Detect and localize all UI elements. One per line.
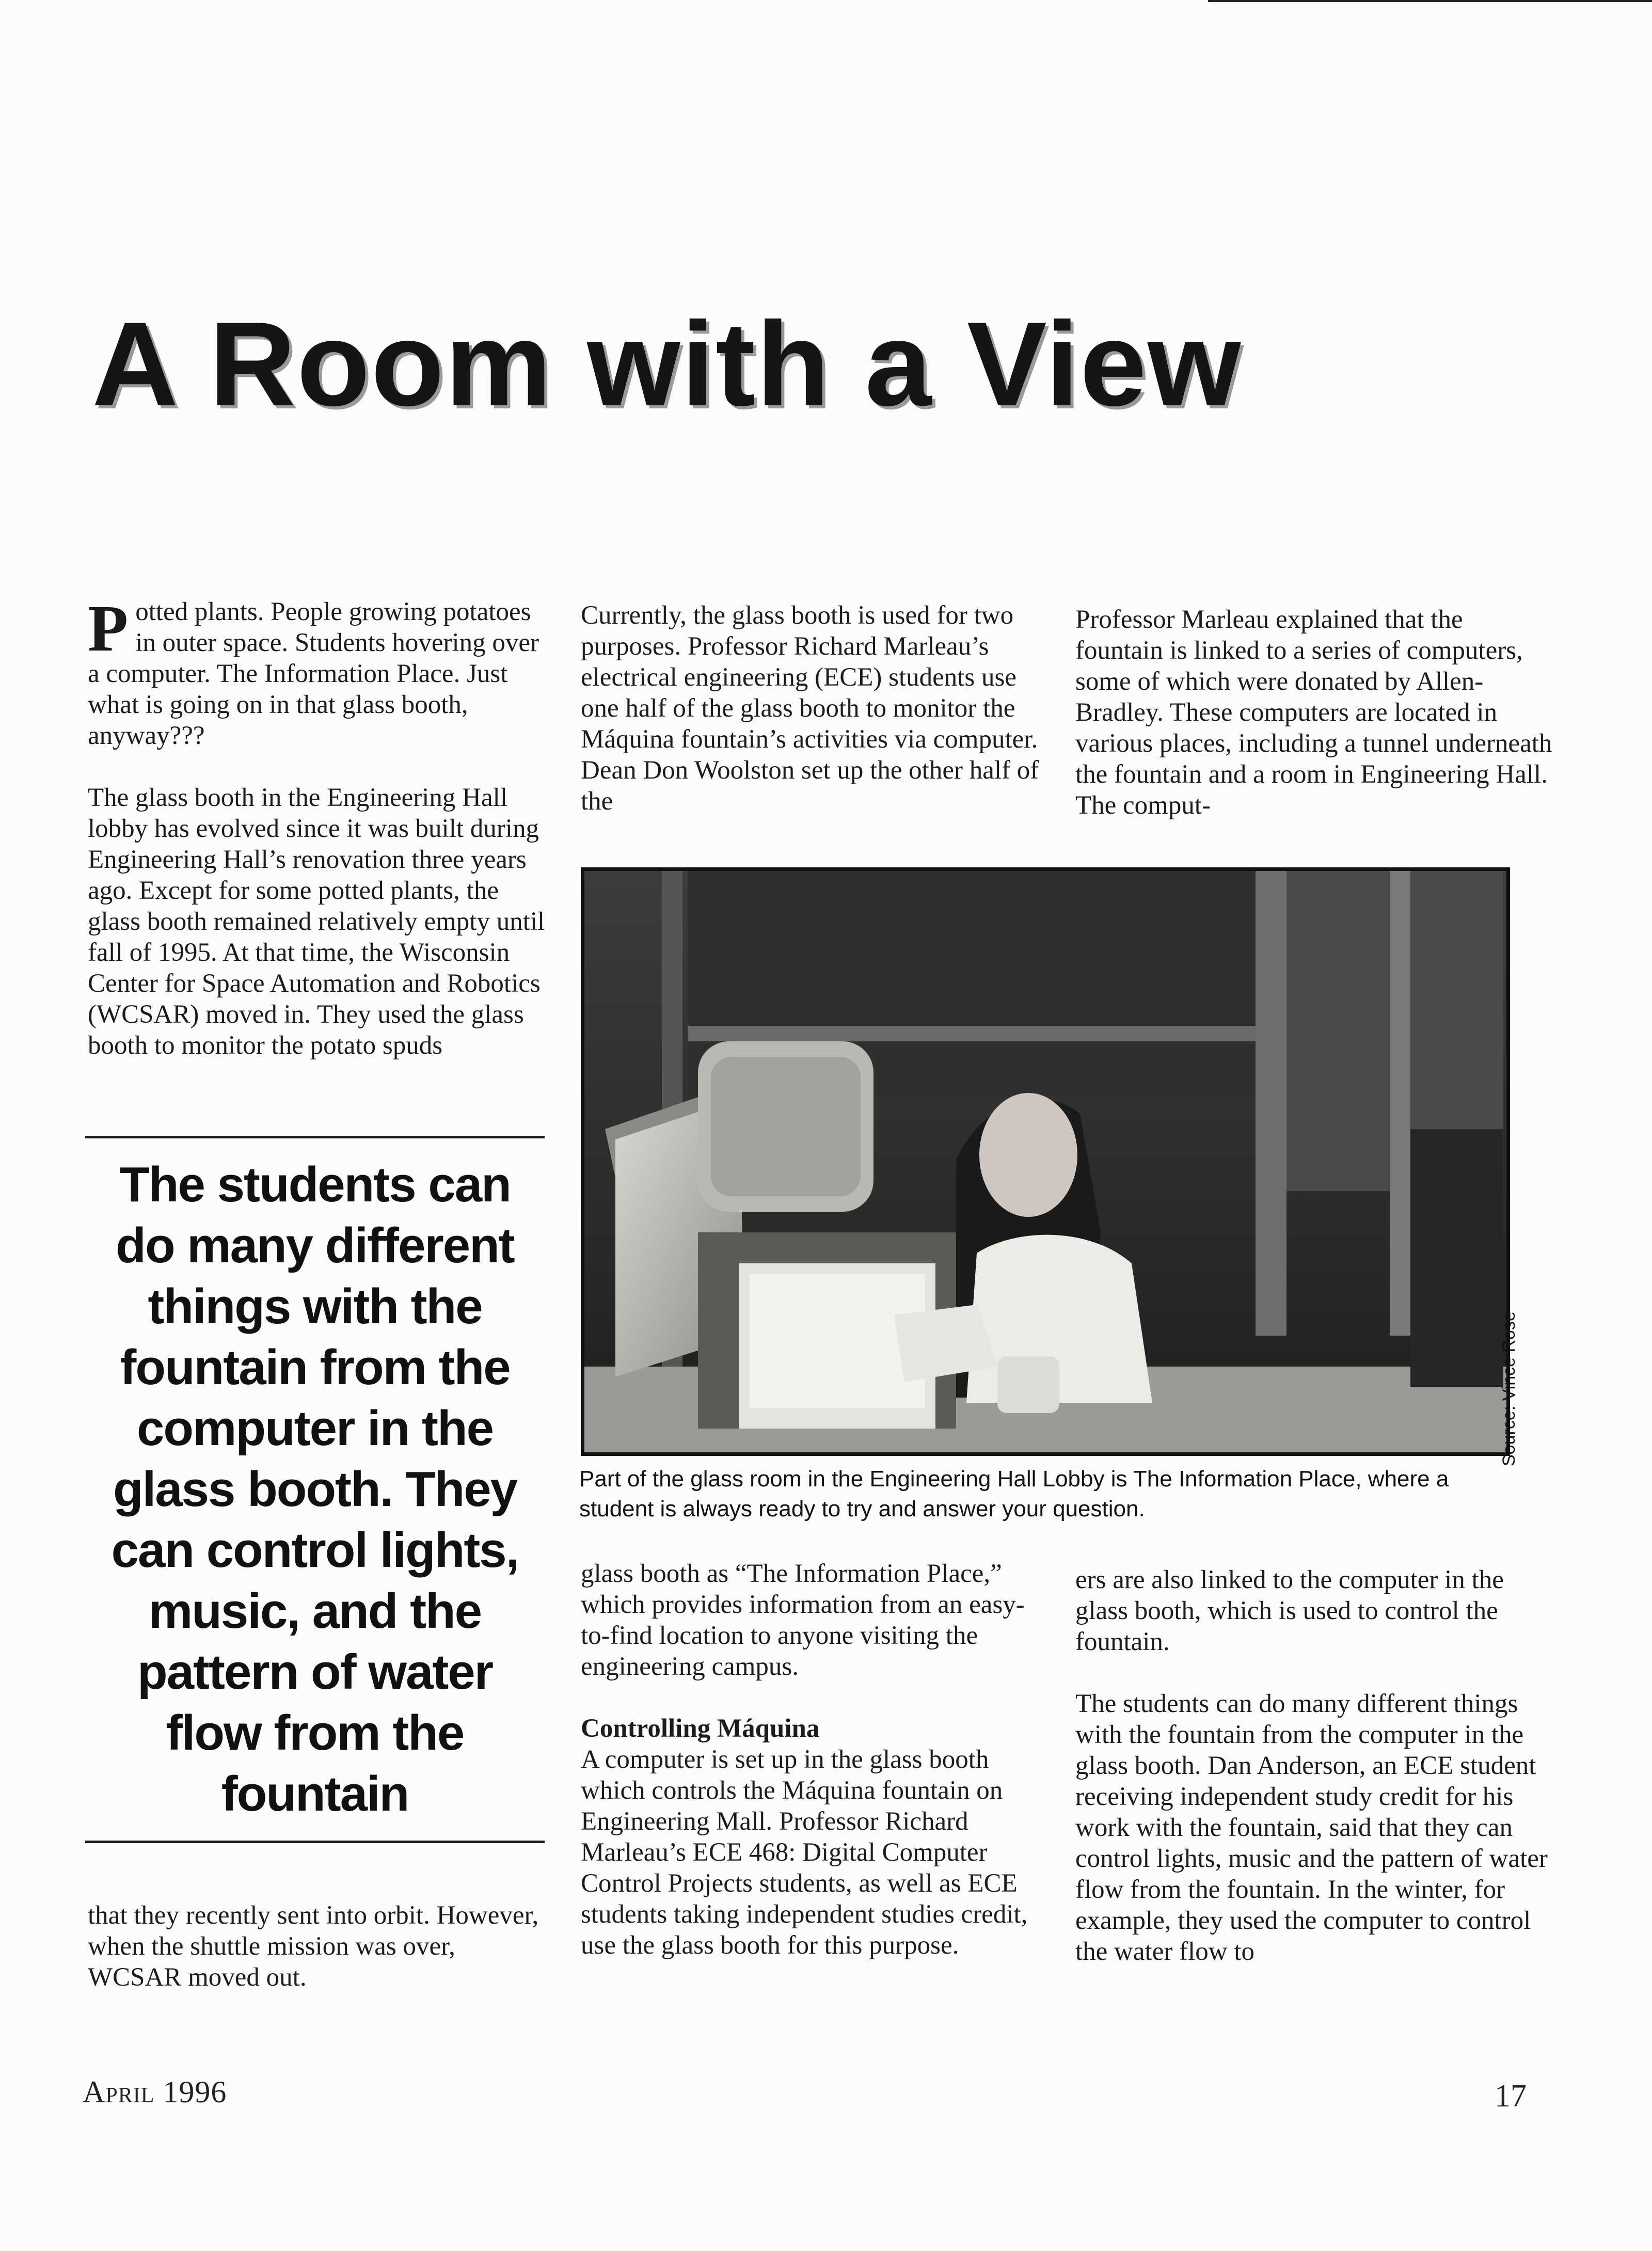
drop-cap: P	[88, 592, 129, 665]
column-2-bottom	[581, 1558, 1045, 1961]
booth-history-paragraph: The glass booth in the Engineering Hall lobby has evolved since it was built during Engineering Hall’s renovation three years ago. Except for some potted plants, the glass booth remained relatively empty until fall of 1995. At that time, the Wisconsin Center for Space Automation and Robotics (WCSAR) moved in. They used the glass booth to monitor the potato spuds	[88, 783, 545, 1060]
intro-text: otted plants. People growing potatoes in outer space. Students hovering over a computer. The Information Place. Just what is going on in that glass booth, anyway???	[88, 597, 539, 750]
top-rule	[1208, 0, 1652, 2]
article-title: A Room with a View	[92, 297, 1242, 431]
student-capabilities-paragraph: The students can do many different things with the fountain from the computer in the glass booth. Dan Anderson, an ECE student receiving independent study credit for his work with the fountain, said that they can control lights, music and the pattern of water flow from the fountain. In the winter, for example, they used the computer to control the water flow to	[1075, 1689, 1548, 1966]
pull-quote	[85, 1136, 545, 1843]
column-2-top	[581, 600, 1045, 817]
information-place-paragraph: glass booth as “The Information Place,” which provides information from an easy-to-find location to anyone visiting the engineering campus.	[581, 1559, 1025, 1681]
column-1	[88, 592, 547, 1061]
controlling-section	[581, 1713, 1045, 1961]
page-number: 17	[1495, 2079, 1527, 2114]
booth-purposes-paragraph: Currently, the glass booth is used for two purposes. Professor Richard Marleau’s electrical engineering (ECE) students use one half of the glass booth to monitor the Máquina fountain’s activities via computer. Dean Don Woolston set up the other half of the	[581, 601, 1039, 816]
fountain-link-paragraph: ers are also linked to the computer in the glass booth, which is used to control the fountain.	[1075, 1565, 1504, 1656]
column-3-bottom	[1075, 1564, 1555, 1967]
computer-network-paragraph: Professor Marleau explained that the fountain is linked to a series of computers, some of which were donated by Allen-Bradley. These computers are located in various places, including a tunnel underneath the fountain and a room in Engineering Hall. The comput-	[1075, 605, 1552, 820]
controlling-paragraph: A computer is set up in the glass booth which controls the Máquina fountain on Engineering Mall. Professor Richard Marleau’s ECE 468: Digital Computer Control Projects students, as well as ECE students taking independent studies credit, use the glass booth for this purpose.	[581, 1745, 1028, 1960]
student-photo	[581, 867, 1510, 1456]
column-3-top	[1075, 604, 1555, 821]
pull-quote-text: The students can do many different things with the fountain from the computer in the glass booth. They can control lights, music, and the pattern of water flow from the fountain	[111, 1157, 519, 1821]
intro-paragraph	[88, 592, 547, 751]
subhead-controlling-maquina: Controlling Máquina	[581, 1714, 820, 1743]
photo-caption: Part of the glass room in the Engineering Hall Lobby is The Information Place, where a student is always ready to try and answer your question.	[579, 1466, 1449, 1521]
photo-illustration	[584, 871, 1506, 1452]
column-1-continued	[88, 1900, 547, 1993]
wcsar-paragraph-end: that they recently sent into orbit. However, when the shuttle mission was over, WCSAR moved out.	[88, 1901, 539, 1992]
photo-credit: Source: Vince Rose	[1499, 1311, 1519, 1466]
issue-date: April 1996	[83, 2075, 227, 2109]
